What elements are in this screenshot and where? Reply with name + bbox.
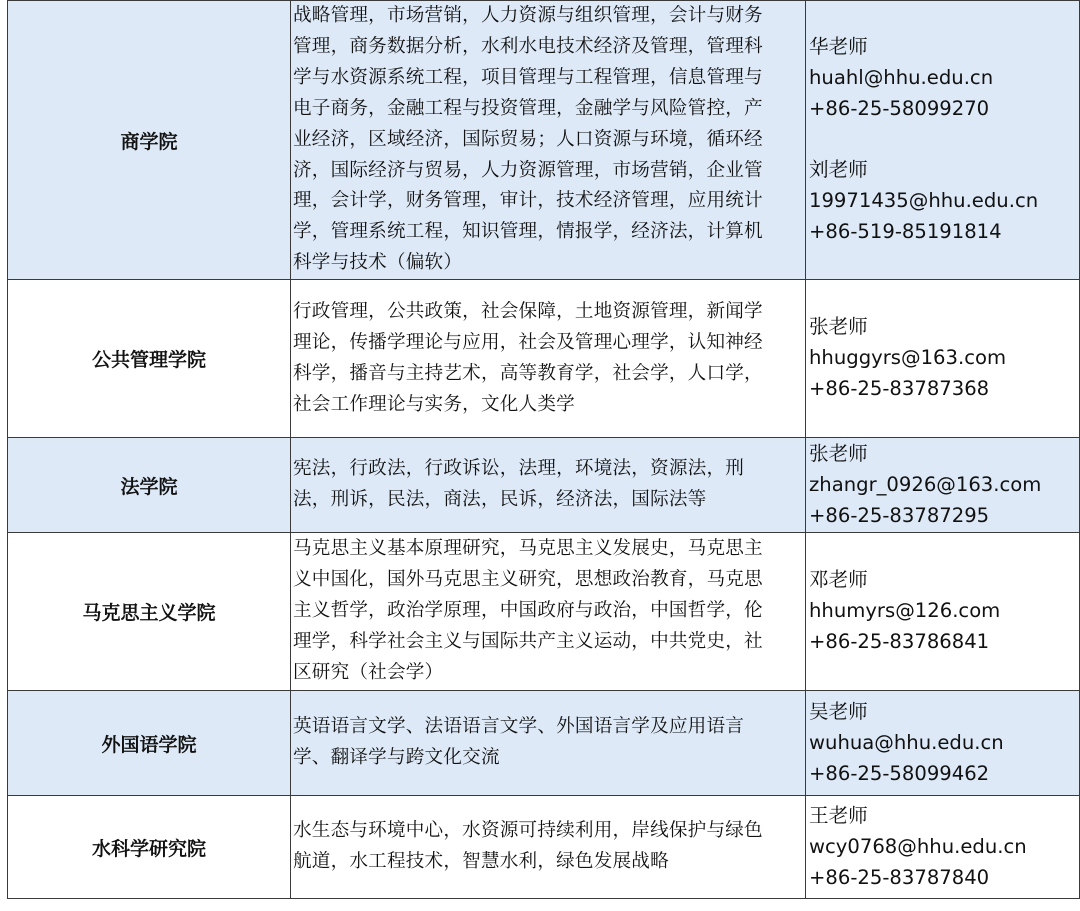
major-line: 马克思主义基本原理研究，马克思主义发展史，马克思主 [293,538,763,560]
contact-name: 张老师 [809,315,868,339]
table-row [8,796,1080,899]
contact-phone: +86-25-83787368 [809,377,990,401]
contact-cell [806,280,1080,438]
major-line: 理论，传播学理论与应用，社会及管理心理学，认知神经 [293,331,763,353]
college-name: 公共管理学院 [8,280,291,438]
contact-name: 邓老师 [809,568,868,592]
contact-email[interactable]: zhangr_0926@163.com [809,472,1042,496]
major-line: 理，会计学，财务管理，审计，技术经济管理，应用统计 [293,190,763,212]
college-name: 商学院 [8,1,291,280]
major-line: 科学与技术（偏软） [293,252,463,274]
table-row [8,1,1080,280]
major-line: 学、翻译学与跨文化交流 [293,747,500,769]
recruitment-table [7,0,1080,899]
major-line: 业经济，区域经济，国际贸易；人口资源与环境，循环经 [293,128,763,150]
majors-cell [291,280,806,438]
contact-name: 王老师 [809,803,868,827]
college-name: 水科学研究院 [8,796,291,899]
table-row [8,438,1080,533]
college-name: 马克思主义学院 [8,533,291,691]
major-line: 理学，科学社会主义与国际共产主义运动，中共党史，社 [293,631,763,653]
major-line: 义中国化，国外马克思主义研究，思想政治教育，马克思 [293,569,763,591]
major-line: 社会工作理论与实务，文化人类学 [293,393,575,415]
contact-name: 张老师 [809,441,868,465]
contact-phone: +86-25-83787840 [809,865,990,889]
contact-email[interactable]: hhumyrs@126.com [809,599,1001,623]
contact-phone: +86-25-58099270 [809,97,990,121]
major-line: 航道，水工程技术，智慧水利，绿色发展战略 [293,851,669,873]
contact-cell [806,691,1080,796]
major-line: 法，刑诉，民法，商法，民诉，经济法，国际法等 [293,489,707,511]
major-line: 电子商务，金融工程与投资管理，金融学与风险管控，产 [293,97,763,119]
contact-name: 刘老师 [809,158,868,182]
table-row [8,533,1080,691]
major-line: 科学，播音与主持艺术，高等教育学，社会学，人口学， [293,362,763,384]
contact-phone: +86-25-58099462 [809,761,990,785]
majors-cell [291,438,806,533]
major-line: 济，国际经济与贸易，人力资源管理，市场营销，企业管 [293,159,763,181]
contact-email[interactable]: wcy0768@hhu.edu.cn [809,834,1027,858]
major-line: 主义哲学，政治学原理，中国政府与政治，中国哲学，伦 [293,600,763,622]
contact-cell [806,1,1080,280]
contact-phone: +86-25-83786841 [809,630,990,654]
major-line: 学与水资源系统工程，项目管理与工程管理，信息管理与 [293,66,763,88]
contact-name: 华老师 [809,35,868,59]
major-line: 区研究（社会学） [293,662,444,684]
major-line: 宪法，行政法，行政诉讼，法理，环境法，资源法，刑 [293,458,745,480]
contact-email[interactable]: wuhua@hhu.edu.cn [809,730,1004,754]
majors-cell [291,1,806,280]
contact-cell [806,438,1080,533]
majors-cell [291,533,806,691]
majors-cell [291,796,806,899]
majors-cell [291,691,806,796]
contact-email[interactable]: hhuggyrs@163.com [809,346,1007,370]
major-line: 战略管理，市场营销，人力资源与组织管理，会计与财务 [293,5,763,26]
major-line: 学，管理系统工程，知识管理，情报学，经济法，计算机 [293,221,763,243]
contact-phone: +86-519-85191814 [809,219,1002,243]
contact-cell [806,796,1080,899]
contact-email[interactable]: 19971435@hhu.edu.cn [809,188,1039,212]
major-line: 行政管理，公共政策，社会保障，土地资源管理，新闻学 [293,300,763,322]
contact-name: 吴老师 [809,699,868,723]
major-line: 管理，商务数据分析，水利水电技术经济及管理，管理科 [293,35,763,57]
contact-cell [806,533,1080,691]
contact-phone: +86-25-83787295 [809,503,990,527]
major-line: 英语语言文学、法语语言文学、外国语言学及应用语言 [293,716,745,738]
major-line: 水生态与环境中心，水资源可持续利用，岸线保护与绿色 [293,820,763,842]
table-row [8,280,1080,438]
college-name: 外国语学院 [8,691,291,796]
contact-email[interactable]: huahl@hhu.edu.cn [809,66,994,90]
contact-spacer [809,125,1079,155]
college-name: 法学院 [8,438,291,533]
table-row [8,691,1080,796]
